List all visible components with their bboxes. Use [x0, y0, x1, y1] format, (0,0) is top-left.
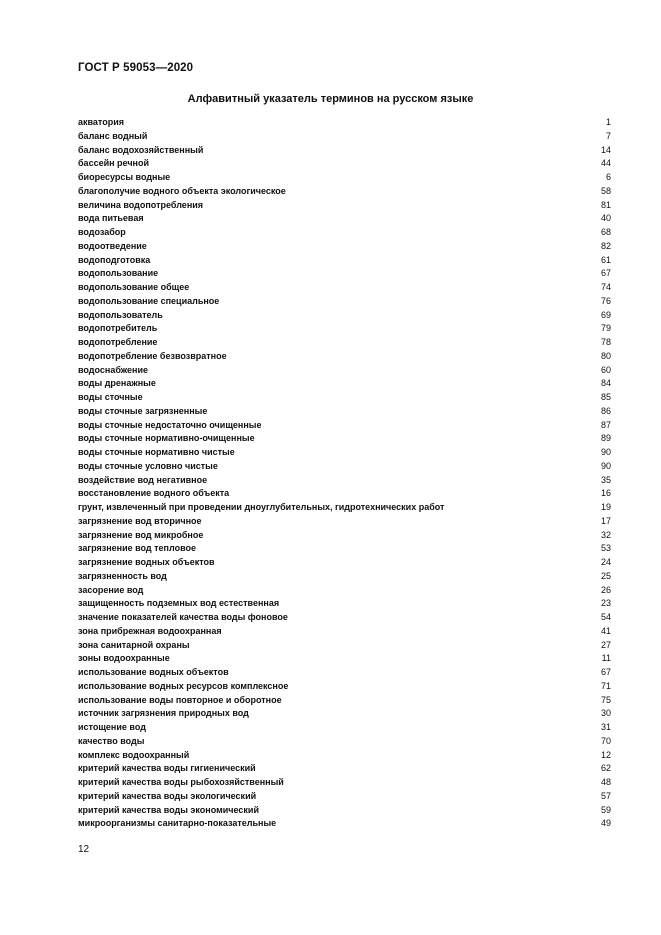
index-term-number: 85	[600, 392, 611, 402]
index-entry	[78, 570, 611, 584]
index-term: воды сточные нормативно-очищенные	[78, 433, 255, 444]
index-entry	[78, 529, 611, 543]
index-term: водоподготовка	[78, 254, 151, 265]
index-entry	[78, 625, 611, 639]
index-term-number: 71	[600, 680, 611, 691]
index-term-number: 62	[600, 763, 611, 774]
index-entry	[78, 432, 611, 446]
index-term-number: 75	[600, 694, 611, 705]
index-term-number: 25	[600, 570, 611, 581]
index-entry	[78, 556, 611, 570]
index-term-number: 78	[600, 337, 611, 347]
index-term: восстановление водного объекта	[78, 488, 230, 499]
index-term-number: 17	[600, 515, 611, 526]
index-entry	[78, 611, 611, 625]
index-term: водопользование общее	[78, 282, 190, 292]
index-term-number: 32	[600, 529, 611, 540]
index-term: баланс водный	[78, 130, 148, 141]
index-entry	[78, 267, 611, 281]
index-entry	[78, 487, 611, 501]
index-term: использование водных объектов	[78, 667, 229, 677]
index-term-number: 74	[600, 282, 611, 292]
index-term: воды сточные загрязненные	[78, 405, 208, 416]
index-entry	[78, 377, 611, 391]
index-entry	[78, 185, 611, 199]
index-term: воздействие вод негативное	[78, 474, 208, 485]
index-term-number: 59	[600, 804, 611, 815]
index-entry	[78, 721, 611, 735]
index-term-number: 30	[600, 708, 611, 719]
index-term-number: 27	[600, 639, 611, 650]
index-term: микроорганизмы санитарно-показательные	[78, 818, 277, 829]
index-term: значение показателей качества воды фоновое	[78, 612, 288, 622]
index-term-number: 70	[600, 735, 611, 746]
index-term: критерий качества воды гигиенический	[78, 763, 256, 774]
index-entry	[78, 212, 611, 226]
index-term: водопотребление безвозвратное	[78, 350, 227, 361]
index-entry	[78, 790, 611, 804]
index-entry	[78, 350, 611, 364]
index-entry	[78, 199, 611, 213]
index-term-number: 79	[600, 323, 611, 334]
index-entry	[78, 735, 611, 749]
index-term: критерий качества воды экономический	[78, 804, 259, 815]
index-entry	[78, 707, 611, 721]
index-term: водоотведение	[78, 240, 147, 251]
index-entry	[78, 639, 611, 653]
index-entry	[78, 157, 611, 171]
index-term: водоснабжение	[78, 364, 149, 375]
index-term-number: 67	[600, 667, 611, 677]
index-term-number: 81	[600, 199, 611, 210]
term-index-list	[78, 116, 611, 831]
index-entry	[78, 474, 611, 488]
index-term-number: 76	[600, 295, 611, 306]
index-entry	[78, 749, 611, 763]
index-term-number: 14	[600, 144, 611, 155]
index-term-number: 41	[600, 625, 611, 636]
index-term: биоресурсы водные	[78, 172, 171, 182]
index-entry	[78, 281, 611, 295]
index-term-number: 16	[600, 488, 611, 499]
index-entry	[78, 501, 611, 515]
index-term: грунт, извлеченный при проведении дноуглубительных, гидротехнических работ	[78, 502, 445, 512]
index-term-number: 87	[600, 419, 611, 430]
index-term: водозабор	[78, 227, 126, 237]
index-entry	[78, 322, 611, 336]
index-term: воды сточные недостаточно очищенные	[78, 419, 262, 430]
index-term-number: 19	[600, 502, 611, 512]
index-term: засорение вод	[78, 584, 144, 595]
index-entry	[78, 597, 611, 611]
index-entry	[78, 584, 611, 598]
index-entry	[78, 419, 611, 433]
index-term-number: 82	[600, 240, 611, 251]
index-term-number: 89	[600, 433, 611, 444]
index-term: критерий качества воды экологический	[78, 790, 257, 801]
index-term: использование водных ресурсов комплексное	[78, 680, 289, 691]
index-term: воды дренажные	[78, 378, 156, 389]
index-entry	[78, 804, 611, 818]
index-term-number: 35	[600, 474, 611, 485]
index-term-number: 6	[605, 172, 611, 182]
index-term: критерий качества воды рыбохозяйственный	[78, 777, 284, 787]
index-term: воды сточные условно чистые	[78, 460, 218, 471]
index-entry	[78, 446, 611, 460]
index-term-number: 48	[600, 777, 611, 787]
document-header: ГОСТ Р 59053—2020	[78, 62, 194, 74]
index-entry	[78, 295, 611, 309]
index-term-number: 31	[600, 722, 611, 732]
index-entry	[78, 817, 611, 831]
index-entry	[78, 405, 611, 419]
index-entry	[78, 694, 611, 708]
index-term: благополучие водного объекта экологическое	[78, 185, 286, 196]
index-term-number: 26	[600, 584, 611, 595]
index-term: зоны водоохранные	[78, 653, 170, 664]
index-term: воды сточные	[78, 392, 143, 402]
index-term: источник загрязнения природных вод	[78, 708, 249, 719]
index-entry	[78, 364, 611, 378]
index-term: защищенность подземных вод естественная	[78, 598, 280, 609]
index-term-number: 69	[600, 309, 611, 320]
index-term-number: 86	[600, 405, 611, 416]
index-term: водопотребитель	[78, 323, 158, 334]
index-entry	[78, 171, 611, 185]
index-term-number: 1	[605, 117, 611, 127]
index-term: использование воды повторное и оборотное	[78, 694, 282, 705]
index-term-number: 23	[600, 598, 611, 609]
index-entry	[78, 226, 611, 240]
index-term-number: 90	[600, 447, 611, 457]
index-term: качество воды	[78, 735, 145, 746]
index-entry	[78, 652, 611, 666]
index-term-number: 12	[600, 749, 611, 760]
index-term-number: 68	[600, 227, 611, 237]
index-term-number: 11	[601, 653, 611, 664]
index-term: бассейн речной	[78, 158, 150, 169]
index-term-number: 53	[600, 543, 611, 554]
index-term: загрязненность вод	[78, 570, 167, 581]
index-term-number: 40	[600, 213, 611, 224]
index-term-number: 67	[600, 268, 611, 279]
index-term: акватория	[78, 117, 124, 127]
index-entry	[78, 542, 611, 556]
index-term: водопользование	[78, 268, 159, 279]
index-entry	[78, 515, 611, 529]
index-entry	[78, 130, 611, 144]
index-term-number: 58	[600, 185, 611, 196]
index-term: загрязнение водных объектов	[78, 557, 215, 567]
index-term: зона санитарной охраны	[78, 639, 190, 650]
index-term-number: 80	[600, 350, 611, 361]
index-term: загрязнение вод тепловое	[78, 543, 196, 554]
index-entry	[78, 776, 611, 790]
index-term: величина водопотребления	[78, 199, 204, 210]
index-entry	[78, 460, 611, 474]
index-entry	[78, 309, 611, 323]
index-term-number: 44	[600, 158, 611, 169]
index-term-number: 60	[600, 364, 611, 375]
index-entry	[78, 391, 611, 405]
index-term: вода питьевая	[78, 213, 144, 224]
index-term: баланс водохозяйственный	[78, 144, 204, 155]
index-entry	[78, 680, 611, 694]
index-term: водопотребление	[78, 337, 158, 347]
index-term: загрязнение вод микробное	[78, 529, 204, 540]
index-term: истощение вод	[78, 722, 146, 732]
index-term-number: 24	[600, 557, 611, 567]
index-term-number: 54	[600, 612, 611, 622]
index-term-number: 90	[600, 460, 611, 471]
index-entry	[78, 240, 611, 254]
index-term: воды сточные нормативно чистые	[78, 447, 235, 457]
index-entry	[78, 144, 611, 158]
index-term-number: 61	[600, 254, 611, 265]
index-term: комплекс водоохранный	[78, 749, 190, 760]
index-term: водопользование специальное	[78, 295, 220, 306]
index-term-number: 7	[605, 130, 611, 141]
index-term: водопользователь	[78, 309, 163, 320]
index-entry	[78, 336, 611, 350]
index-term-number: 84	[600, 378, 611, 389]
page-number: 12	[78, 844, 90, 855]
index-title: Алфавитный указатель терминов на русском языке	[187, 93, 474, 105]
index-term-number: 49	[600, 818, 611, 829]
index-term: зона прибрежная водоохранная	[78, 625, 222, 636]
index-entry	[78, 116, 611, 130]
index-entry	[78, 762, 611, 776]
index-entry	[78, 666, 611, 680]
index-entry	[78, 254, 611, 268]
index-term: загрязнение вод вторичное	[78, 515, 202, 526]
index-term-number: 57	[600, 790, 611, 801]
